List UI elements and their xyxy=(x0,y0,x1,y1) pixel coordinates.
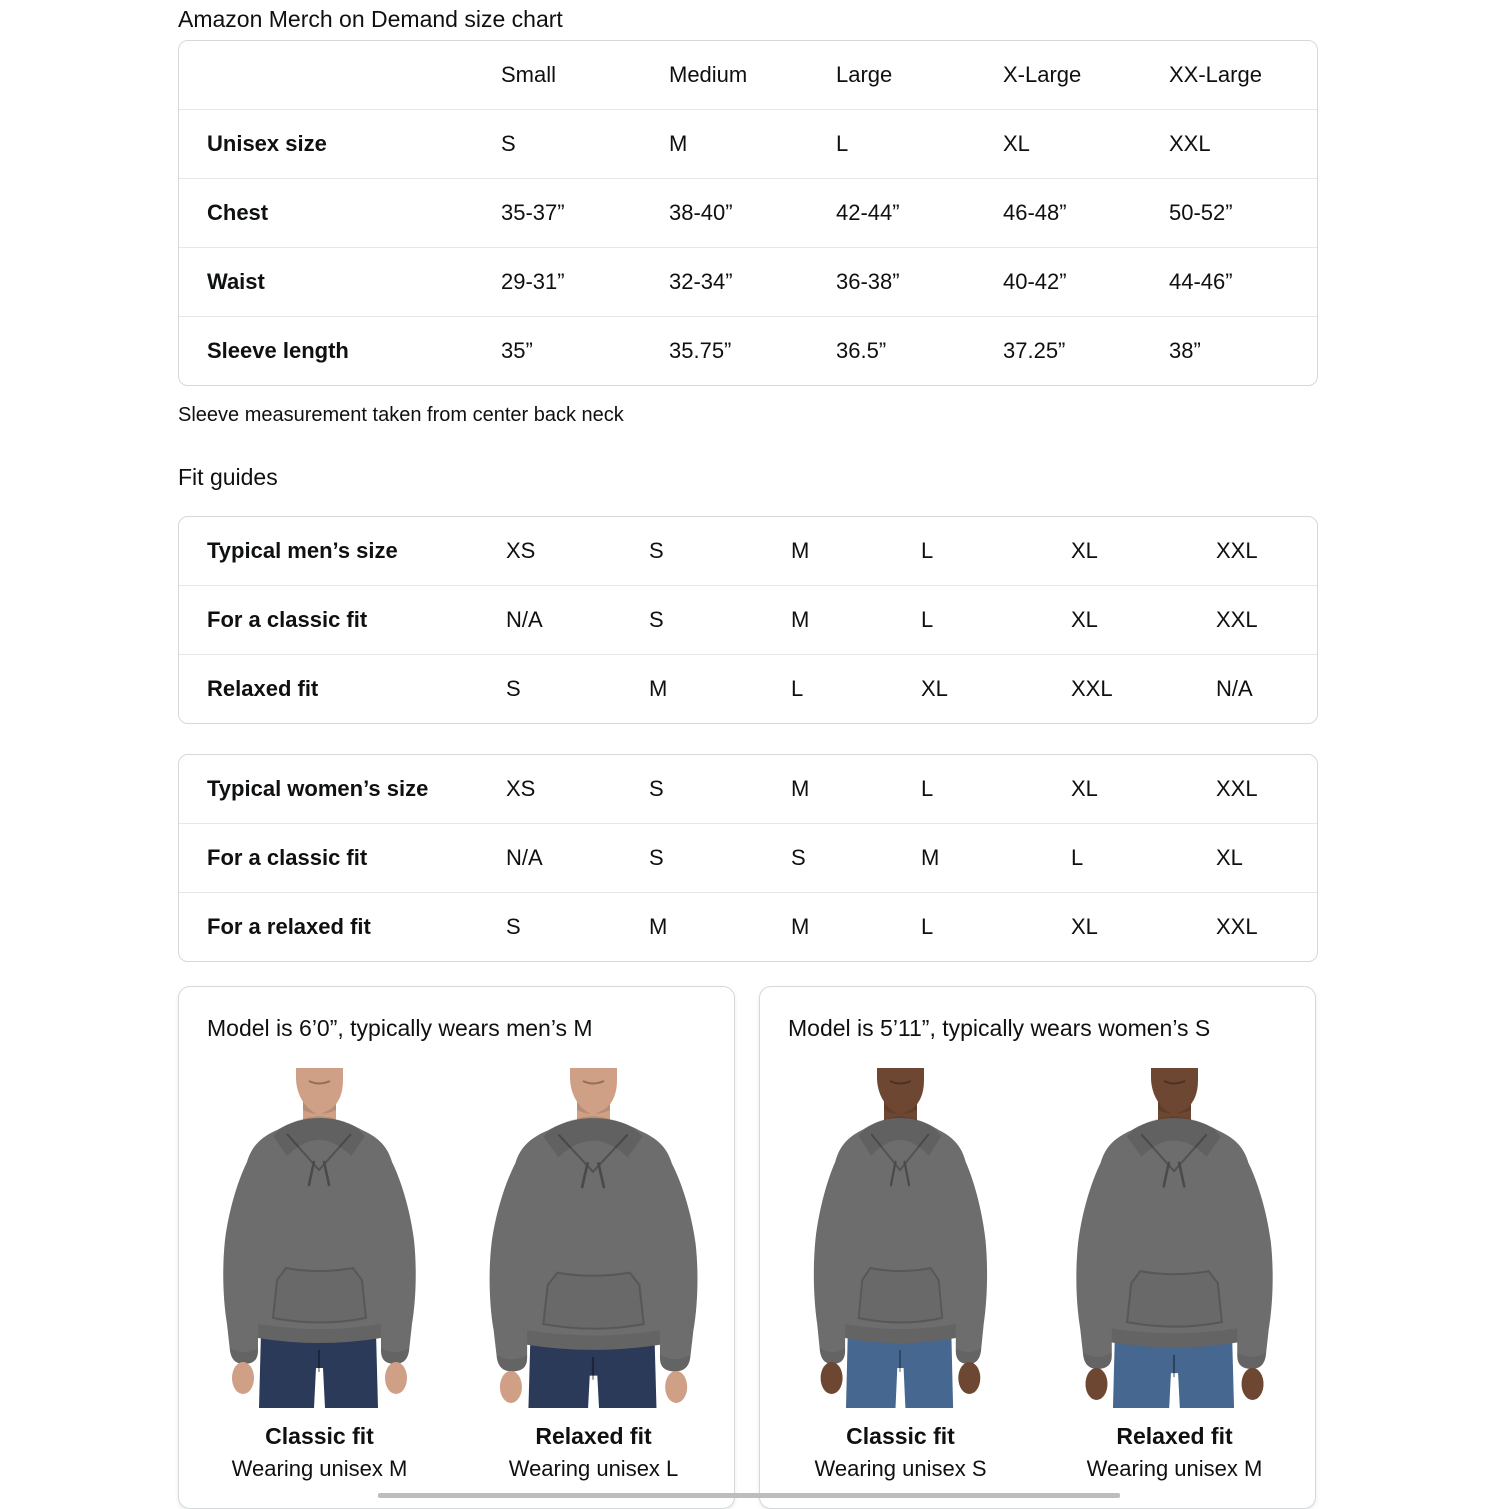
column-header: Medium xyxy=(669,62,748,87)
card-title: Model is 5’11”, typically wears women’s S xyxy=(788,1015,1211,1041)
cell: XXL xyxy=(1216,776,1258,801)
cell: XXL xyxy=(1216,607,1258,632)
row-label: Typical women’s size xyxy=(207,776,429,801)
table-row-unisex-size xyxy=(179,109,1317,178)
cell: L xyxy=(921,914,934,939)
cell: XL xyxy=(1071,776,1098,801)
womens-model-card xyxy=(759,986,1316,1509)
cell: M xyxy=(921,845,940,870)
cell: S xyxy=(649,538,664,563)
cell: S xyxy=(506,676,521,701)
cell: XXL xyxy=(1216,538,1258,563)
cell: M xyxy=(649,676,668,701)
fit-label: Relaxed fit xyxy=(1116,1423,1233,1449)
page-title: Amazon Merch on Demand size chart xyxy=(178,6,563,32)
fit-label: Classic fit xyxy=(265,1423,374,1449)
model-cards-row xyxy=(178,986,1318,1509)
cell: S xyxy=(649,776,664,801)
cell: S xyxy=(649,607,664,632)
row-label: Typical men’s size xyxy=(207,538,398,563)
cell: 46-48” xyxy=(1003,200,1067,225)
table-row-typical-womens-size xyxy=(179,755,1317,823)
cell: 37.25” xyxy=(1003,338,1066,363)
cell: 38-40” xyxy=(669,200,733,225)
model-photo-man-relaxed-fit xyxy=(481,1068,706,1408)
cell: XXL xyxy=(1169,131,1211,156)
cell: N/A xyxy=(506,845,543,870)
cell: XL xyxy=(1071,607,1098,632)
cell: 35” xyxy=(501,338,533,363)
cell: L xyxy=(921,607,934,632)
table-row-womens-relaxed-fit xyxy=(179,892,1317,961)
column-header: Large xyxy=(836,62,893,87)
fit-label: Relaxed fit xyxy=(535,1423,652,1449)
mens-model-card xyxy=(178,986,735,1509)
model-photo-woman-relaxed-fit xyxy=(1062,1068,1287,1408)
cell: L xyxy=(1071,845,1084,870)
wearing-label: Wearing unisex M xyxy=(1086,1456,1263,1481)
cell: M xyxy=(791,914,810,939)
row-label: Unisex size xyxy=(207,131,327,156)
cell: 38” xyxy=(1169,338,1201,363)
table-row-chest xyxy=(179,178,1317,247)
cell: M xyxy=(791,607,810,632)
cell: L xyxy=(791,676,804,701)
womens-fit-table xyxy=(178,754,1318,962)
table-row-womens-classic-fit xyxy=(179,823,1317,892)
cell: S xyxy=(791,845,806,870)
cell: XL xyxy=(921,676,948,701)
row-label: For a relaxed fit xyxy=(207,914,371,939)
cell: XL xyxy=(1003,131,1030,156)
content-column xyxy=(178,0,1318,1509)
model-block-classic xyxy=(785,1068,1017,1483)
cell: 29-31” xyxy=(501,269,565,294)
cell: S xyxy=(506,914,521,939)
model-photo-man-classic-fit xyxy=(207,1068,432,1408)
column-header: Small xyxy=(501,62,557,87)
cell: L xyxy=(921,538,934,563)
model-block-relaxed xyxy=(478,1068,710,1483)
partial-element-bottom-bar xyxy=(378,1493,1120,1498)
column-header: XX-Large xyxy=(1169,62,1262,87)
wearing-label: Wearing unisex L xyxy=(508,1456,679,1481)
table-row-waist xyxy=(179,247,1317,316)
table-row-mens-relaxed-fit xyxy=(179,654,1317,723)
fit-label: Classic fit xyxy=(846,1423,955,1449)
column-header: X-Large xyxy=(1003,62,1082,87)
table-row-mens-classic-fit xyxy=(179,585,1317,654)
cell: 36.5” xyxy=(836,338,887,363)
models-row xyxy=(760,1068,1315,1483)
cell: 40-42” xyxy=(1003,269,1067,294)
table-row-sleeve-length xyxy=(179,316,1317,385)
cell: 44-46” xyxy=(1169,269,1233,294)
table-header-row xyxy=(179,41,1317,109)
model-block-classic xyxy=(204,1068,436,1483)
mens-fit-table xyxy=(178,516,1318,724)
cell: XL xyxy=(1071,914,1098,939)
fit-guides-heading: Fit guides xyxy=(178,464,278,490)
cell: XS xyxy=(506,776,536,801)
cell: L xyxy=(836,131,849,156)
cell: S xyxy=(501,131,516,156)
cell: 35-37” xyxy=(501,200,565,225)
cell: XXL xyxy=(1216,914,1258,939)
cell: S xyxy=(649,845,664,870)
cell: XXL xyxy=(1071,676,1113,701)
cell: XL xyxy=(1216,845,1243,870)
row-label: For a classic fit xyxy=(207,607,368,632)
row-label: For a classic fit xyxy=(207,845,368,870)
cell: 42-44” xyxy=(836,200,900,225)
cell: M xyxy=(669,131,688,156)
cell: 32-34” xyxy=(669,269,733,294)
cell: 36-38” xyxy=(836,269,900,294)
sleeve-measurement-note: Sleeve measurement taken from center back neck xyxy=(178,404,624,426)
cell: M xyxy=(791,776,810,801)
row-label: Relaxed fit xyxy=(207,676,319,701)
row-label: Sleeve length xyxy=(207,338,349,363)
wearing-label: Wearing unisex S xyxy=(814,1456,987,1481)
cell: N/A xyxy=(506,607,543,632)
cell: N/A xyxy=(1216,676,1253,701)
model-photo-woman-classic-fit xyxy=(788,1068,1013,1408)
wearing-label: Wearing unisex M xyxy=(231,1456,408,1481)
cell: XL xyxy=(1071,538,1098,563)
cell: XS xyxy=(506,538,536,563)
cell: 35.75” xyxy=(669,338,732,363)
row-label: Waist xyxy=(207,269,265,294)
cell: M xyxy=(649,914,668,939)
cell: 50-52” xyxy=(1169,200,1233,225)
size-chart-table xyxy=(178,40,1318,386)
cell: L xyxy=(921,776,934,801)
table-row-typical-mens-size xyxy=(179,517,1317,585)
row-label: Chest xyxy=(207,200,269,225)
card-title: Model is 6’0”, typically wears men’s M xyxy=(207,1015,593,1041)
models-row xyxy=(179,1068,734,1483)
cell: M xyxy=(791,538,810,563)
model-block-relaxed xyxy=(1059,1068,1291,1483)
